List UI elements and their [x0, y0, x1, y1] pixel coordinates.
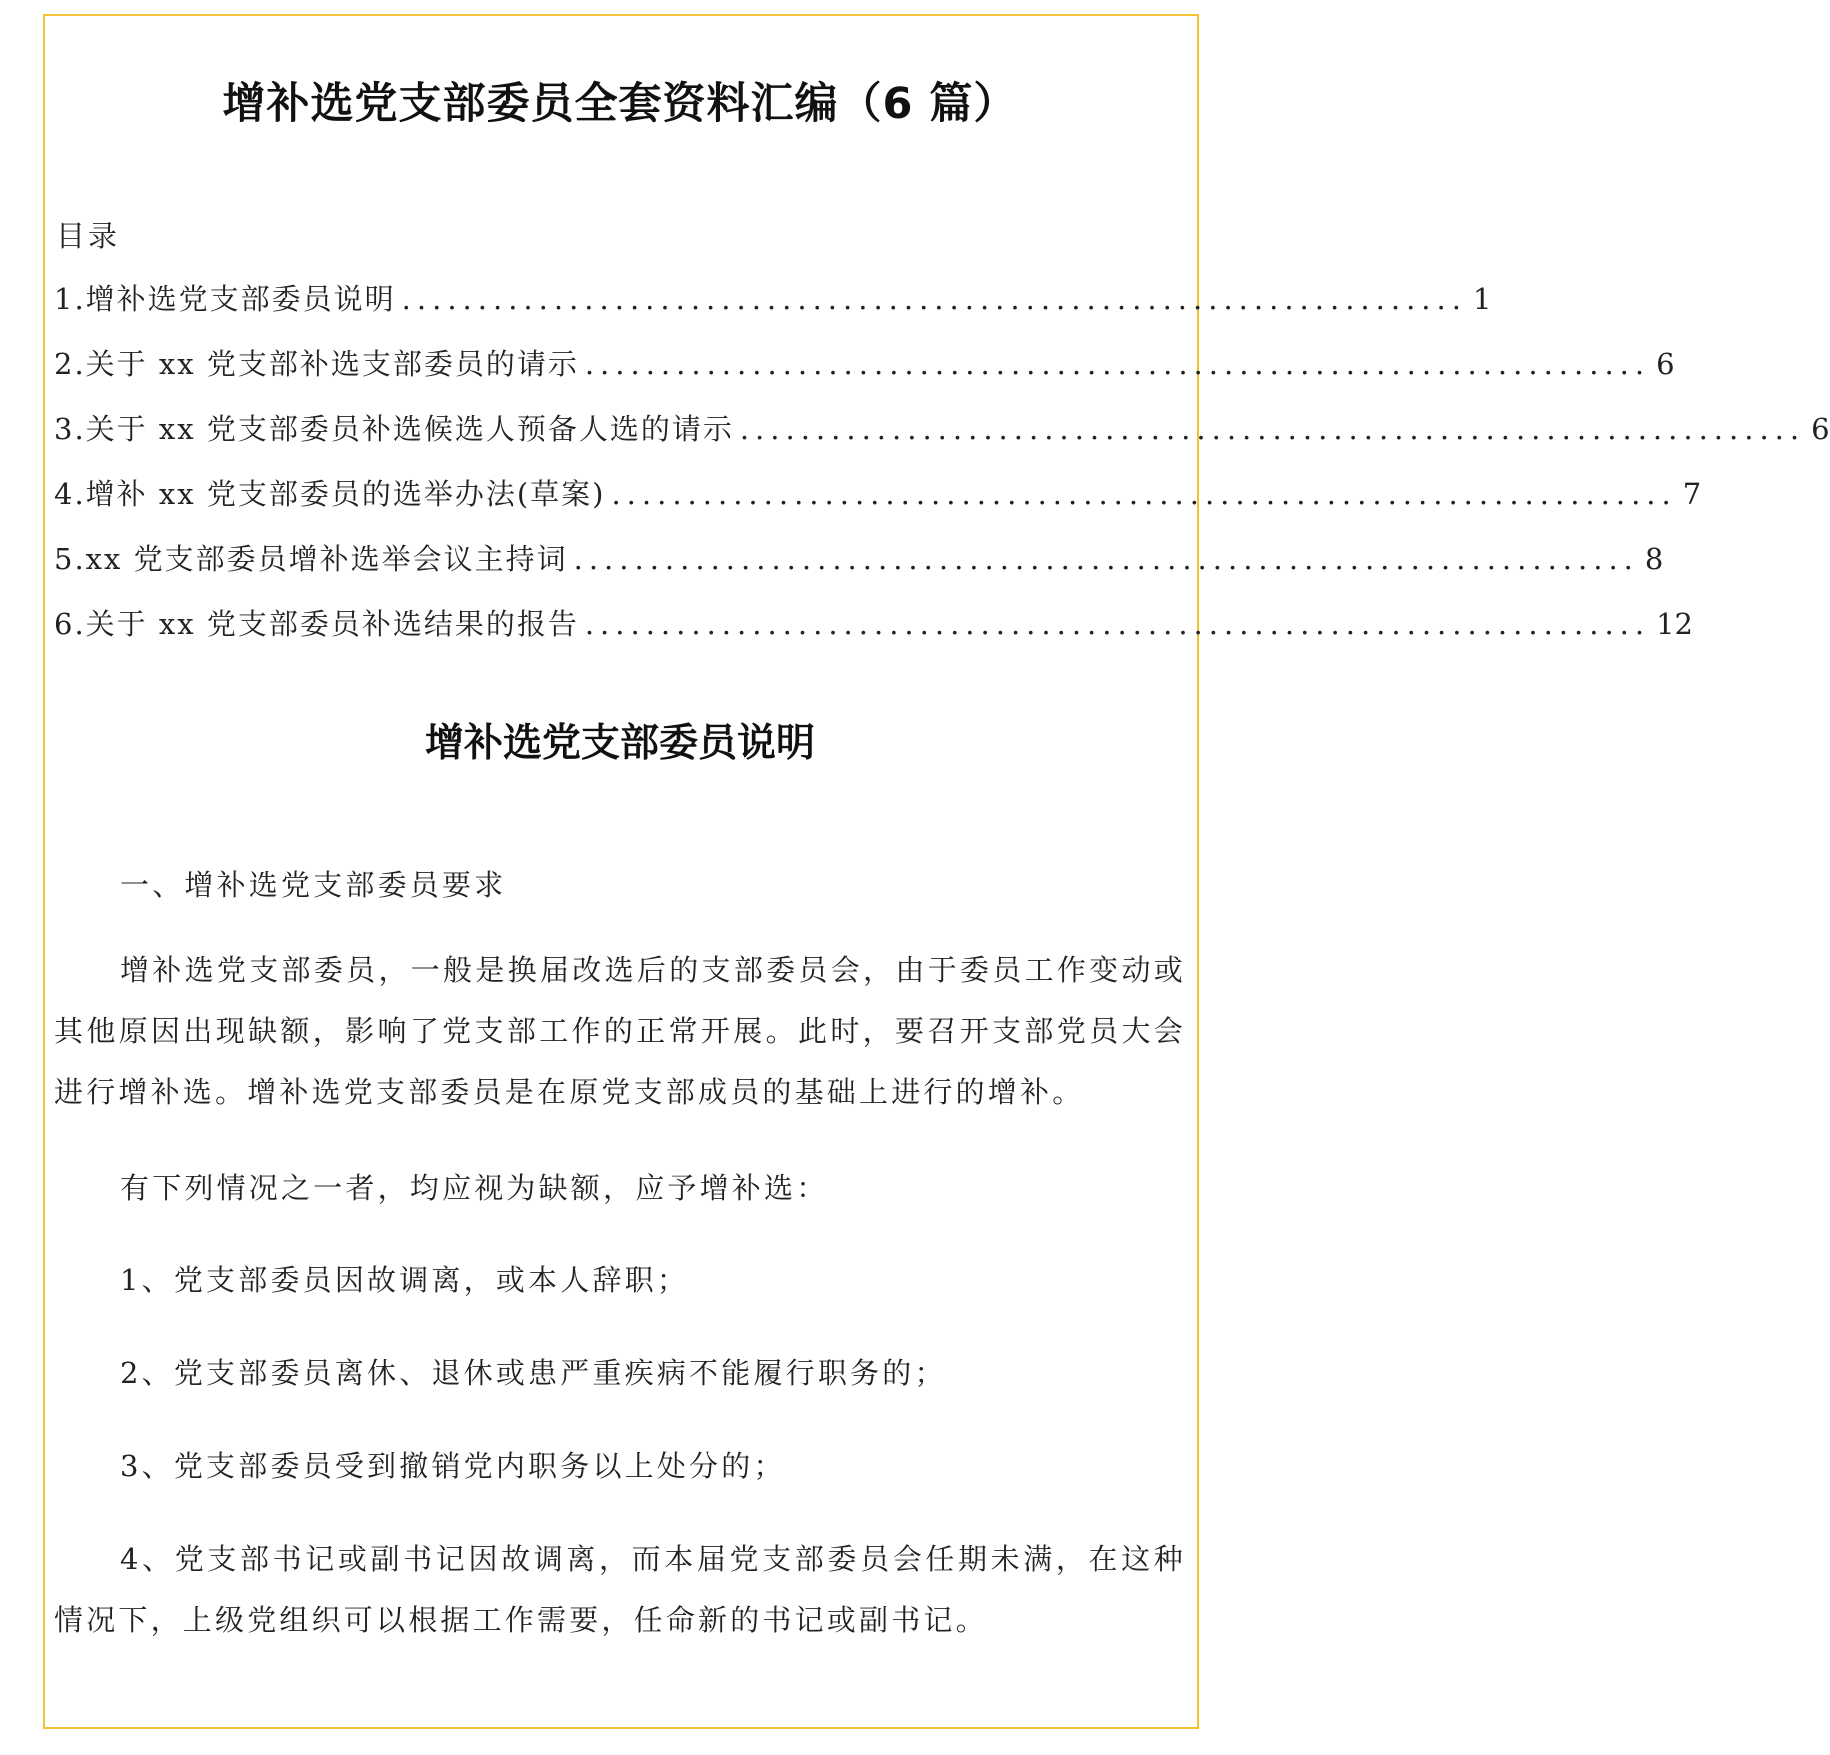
body-paragraph: 有下列情况之一者，均应视为缺额，应予增补选：	[120, 1171, 829, 1205]
list-item: 2、党支部委员离休、退休或患严重疾病不能履行职务的；	[120, 1356, 947, 1390]
toc-entry[interactable]	[54, 407, 1830, 472]
table-of-contents	[54, 277, 1830, 667]
toc-entry[interactable]	[54, 342, 1675, 407]
list-item: 3、党支部委员受到撤销党内职务以上处分的；	[120, 1449, 786, 1483]
toc-entry-title: 5.xx 党支部委员增补选举会议主持词	[54, 542, 568, 576]
toc-entry[interactable]	[54, 537, 1664, 602]
toc-dot-leader: ......................................................................	[573, 542, 1639, 576]
toc-entry[interactable]	[54, 277, 1492, 342]
toc-entry-page: 6	[1811, 412, 1830, 446]
subsection-heading: 一、增补选党支部委员要求	[120, 868, 507, 902]
document-title: 增补选党支部委员全套资料汇编（6 篇）	[222, 79, 1018, 129]
toc-dot-leader: ......................................................................	[611, 477, 1677, 511]
toc-entry-title: 2.关于 xx 党支部补选支部委员的请示	[54, 347, 579, 381]
section-title: 增补选党支部委员说明	[424, 721, 815, 766]
toc-entry-page: 1	[1472, 282, 1492, 316]
toc-entry[interactable]	[54, 602, 1694, 667]
list-item: 4、党支部书记或副书记因故调离，而本届党支部委员会任期未满，在这种情况下，上级党组织可以根据工作需要，任命新的书记或副书记。	[54, 1542, 1186, 1637]
toc-entry-page: 8	[1644, 542, 1664, 576]
toc-entry-title: 1.增补选党支部委员说明	[54, 282, 396, 316]
toc-entry-title: 4.增补 xx 党支部委员的选举办法(草案)	[54, 477, 606, 511]
toc-entry-page: 7	[1682, 477, 1702, 511]
toc-dot-leader: ......................................................................	[584, 347, 1651, 381]
toc-entry-title: 3.关于 xx 党支部委员补选候选人预备人选的请示	[54, 412, 734, 446]
toc-heading: 目录	[56, 219, 121, 253]
list-item: 1、党支部委员因故调离，或本人辞职；	[120, 1263, 690, 1297]
toc-entry-page: 12	[1656, 607, 1694, 641]
toc-entry[interactable]	[54, 472, 1702, 537]
toc-dot-leader: ......................................................................	[584, 607, 1651, 641]
toc-dot-leader: ......................................................................	[739, 412, 1806, 446]
body-paragraph: 增补选党支部委员，一般是换届改选后的支部委员会，由于委员工作变动或其他原因出现缺额，影响了党支部工作的正常开展。此时，要召开支部党员大会进行增补选。增补选党支部委员是在原党支部成员的基础上进行的增补。	[54, 953, 1186, 1109]
toc-entry-page: 6	[1656, 347, 1675, 381]
toc-dot-leader: ......................................................................	[401, 282, 1467, 316]
toc-entry-title: 6.关于 xx 党支部委员补选结果的报告	[54, 607, 579, 641]
